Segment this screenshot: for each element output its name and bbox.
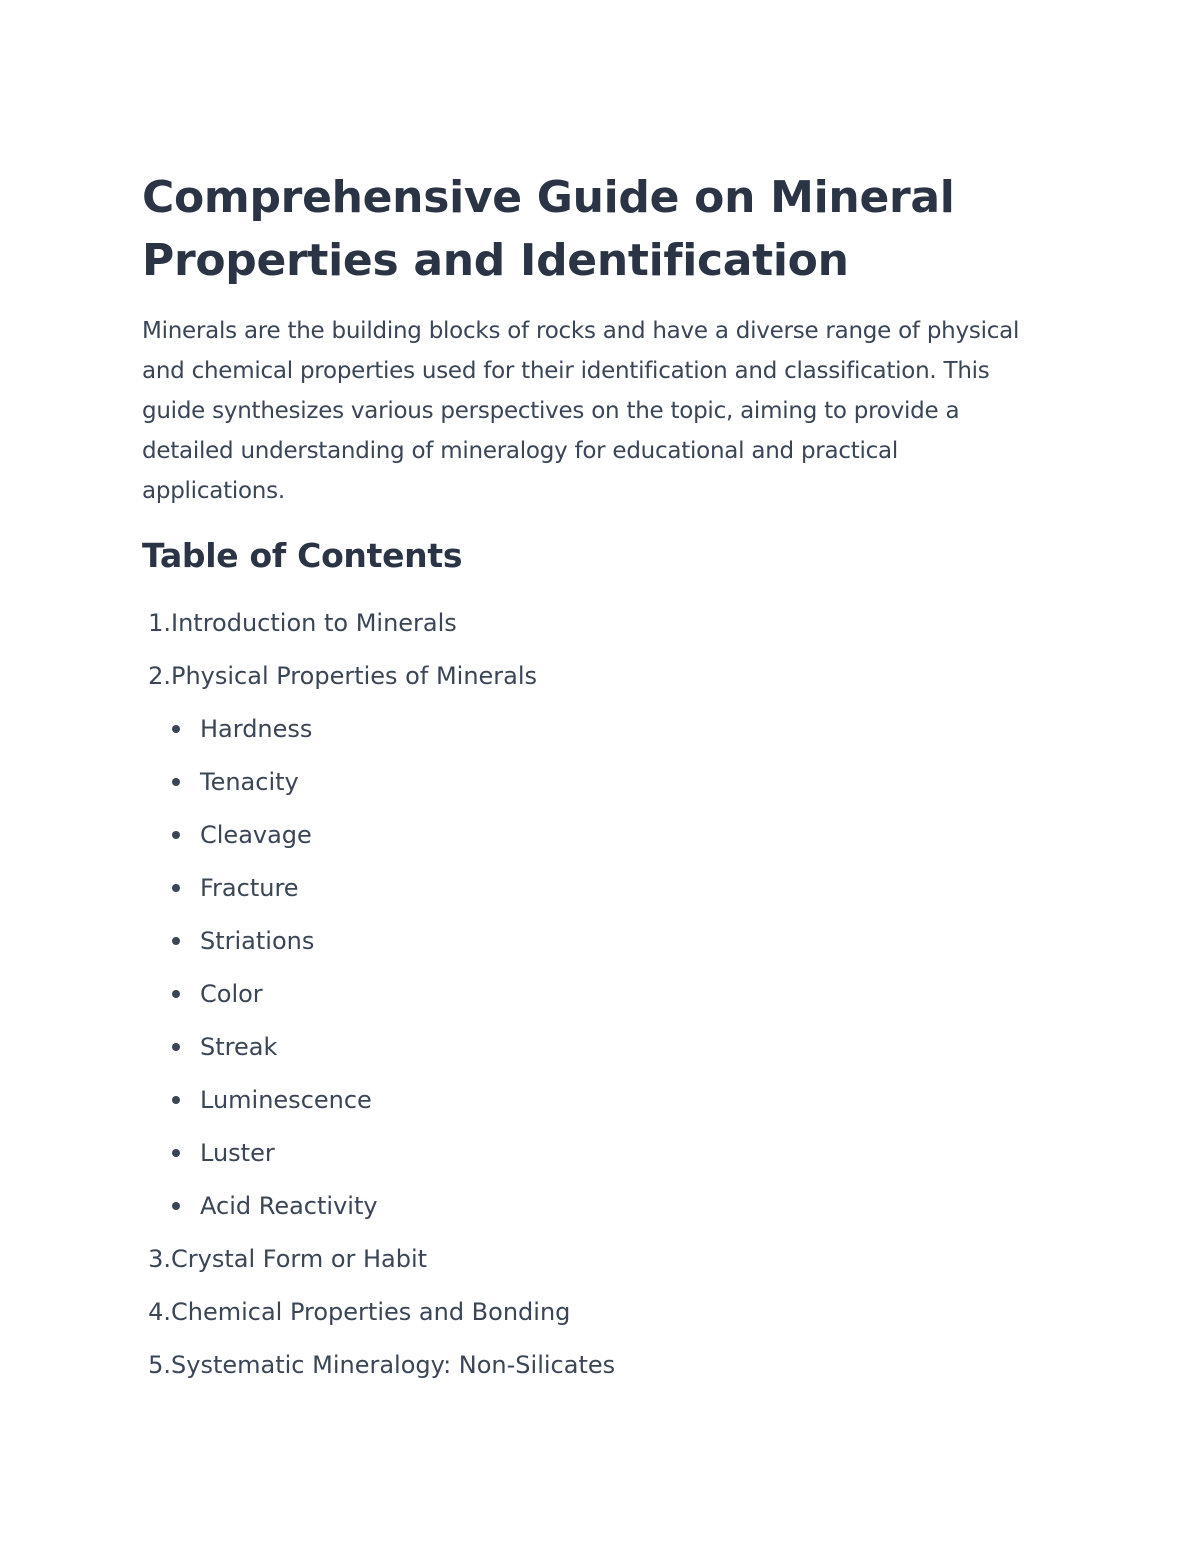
toc-subitem	[142, 1133, 1047, 1173]
bullet-icon	[172, 1096, 180, 1104]
toc-subitem-label: Color	[200, 980, 263, 1008]
toc-item-label: Introduction to Minerals	[171, 609, 457, 637]
toc-subitem-label: Streak	[200, 1033, 278, 1061]
bullet-icon	[172, 884, 180, 892]
toc-subitem	[142, 815, 1047, 855]
toc-item-number: 5.	[148, 1351, 171, 1379]
bullet-icon	[172, 1202, 180, 1210]
bullet-icon	[172, 725, 180, 733]
toc-item-number: 2.	[148, 662, 171, 690]
toc-item-label: Chemical Properties and Bonding	[171, 1298, 571, 1326]
toc-item-row	[142, 1292, 1047, 1332]
toc-item-row	[142, 656, 1047, 696]
toc-subitem	[142, 709, 1047, 749]
toc-item-label: Systematic Mineralogy: Non-Silicates	[171, 1351, 616, 1379]
toc-item	[142, 1292, 1047, 1332]
bullet-icon	[172, 937, 180, 945]
bullet-icon	[172, 831, 180, 839]
toc-item-number: 1.	[148, 609, 171, 637]
toc-item-row	[142, 1239, 1047, 1279]
toc-subitem	[142, 921, 1047, 961]
toc-subitem	[142, 868, 1047, 908]
toc-item-number: 3.	[148, 1245, 171, 1273]
toc-subitem-label: Striations	[200, 927, 315, 955]
page-title: Comprehensive Guide on Mineral Properties and Identification	[142, 172, 955, 286]
table-of-contents	[142, 603, 1047, 1398]
bullet-icon	[172, 778, 180, 786]
toc-subitem-label: Tenacity	[200, 768, 299, 796]
toc-subitem	[142, 1186, 1047, 1226]
intro-paragraph: Minerals are the building blocks of rocks and have a diverse range of physical and chemical properties used for their identification and classification. This guide synthesizes various perspectives on the topic, aiming to provide a detailed understanding of mineralogy for educational and practical applications.	[142, 318, 1020, 504]
toc-item	[142, 656, 1047, 1226]
toc-subitem-label: Luster	[200, 1139, 275, 1167]
toc-heading: Table of Contents	[142, 536, 463, 575]
toc-item	[142, 603, 1047, 643]
toc-item-row	[142, 1345, 1047, 1385]
toc-item-label: Crystal Form or Habit	[171, 1245, 428, 1273]
toc-item-label: Physical Properties of Minerals	[171, 662, 538, 690]
toc-subitem-label: Luminescence	[200, 1086, 372, 1114]
toc-subitem	[142, 974, 1047, 1014]
toc-subitem-label: Cleavage	[200, 821, 312, 849]
toc-subitem	[142, 762, 1047, 802]
toc-subitem-label: Fracture	[200, 874, 299, 902]
toc-subitem	[142, 1027, 1047, 1067]
bullet-icon	[172, 990, 180, 998]
toc-subitem	[142, 1080, 1047, 1120]
toc-subitem-label: Acid Reactivity	[200, 1192, 378, 1220]
toc-item	[142, 1345, 1047, 1385]
toc-item	[142, 1239, 1047, 1279]
toc-item-number: 4.	[148, 1298, 171, 1326]
toc-subitem-label: Hardness	[200, 715, 313, 743]
bullet-icon	[172, 1043, 180, 1051]
bullet-icon	[172, 1149, 180, 1157]
toc-sublist	[142, 709, 1047, 1226]
toc-item-row	[142, 603, 1047, 643]
